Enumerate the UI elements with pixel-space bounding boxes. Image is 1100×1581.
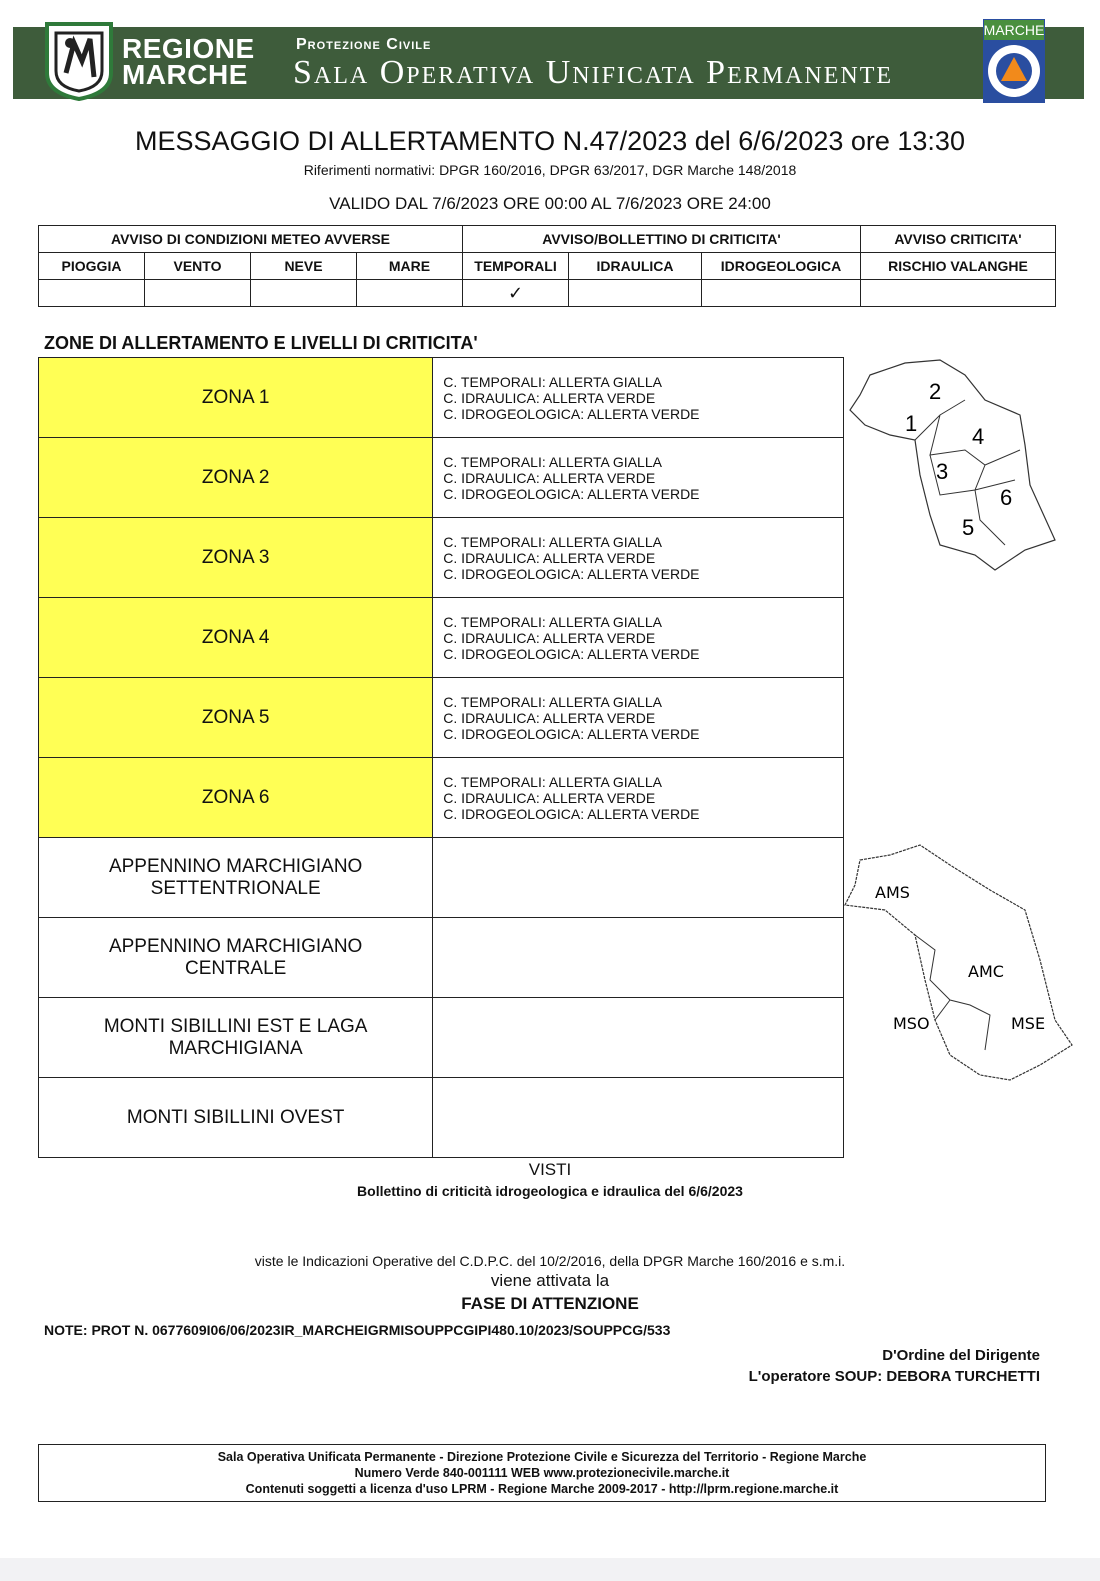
zone-levels (433, 358, 844, 438)
zone-level-idrogeologica: C. IDROGEOLOGICA: ALLERTA VERDE (443, 805, 700, 822)
zone-level-temporali: C. TEMPORALI: ALLERTA GIALLA (443, 453, 662, 470)
sala-operativa-title: Sala Operativa Unificata Permanente (293, 54, 894, 91)
zone-level-temporali: C. TEMPORALI: ALLERTA GIALLA (443, 533, 662, 550)
zone-level-temporali: C. TEMPORALI: ALLERTA GIALLA (443, 773, 662, 790)
indicazioni-operative: viste le Indicazioni Operative del C.D.P.C. del 10/2/2016, della DPGR Marche 160/2016 e s.m.i. (254, 1253, 846, 1269)
mountain-zone-name (39, 1078, 433, 1158)
bottom-strip (0, 1558, 1100, 1581)
normative-references: Riferimenti normativi: DPGR 160/2016, DPGR 63/2017, DGR Marche 148/2018 (303, 162, 797, 178)
visti-label: VISTI (528, 1160, 572, 1179)
mountain-row (39, 838, 844, 918)
mountain-zone-name (39, 838, 433, 918)
map-label-4: 4 (972, 424, 985, 449)
zone-level-idraulica: C. IDRAULICA: ALLERTA VERDE (443, 709, 656, 726)
map-label-amc: AMC (968, 962, 1004, 981)
mountain-levels (433, 838, 844, 918)
zone-name: ZONA 3 (39, 518, 433, 598)
zone-level-temporali: C. TEMPORALI: ALLERTA GIALLA (443, 613, 662, 630)
col-idrogeologica: IDROGEOLOGICA (702, 253, 861, 280)
mountain-name-line1: APPENNINO MARCHIGIANO (108, 855, 363, 877)
mountain-levels (433, 998, 844, 1078)
mountain-name-line2: MARCHIGIANA (168, 1037, 303, 1059)
zone-level-idrogeologica: C. IDROGEOLOGICA: ALLERTA VERDE (443, 405, 700, 422)
map-label-5: 5 (962, 515, 975, 540)
badge-label: MARCHE (983, 22, 1045, 38)
protezione-civile-label: Protezione Civile (296, 36, 432, 53)
mountain-levels (433, 918, 844, 998)
map-label-mse: MSE (1011, 1014, 1046, 1033)
avvisi-table (38, 225, 1056, 307)
message-title: MESSAGGIO DI ALLERTAMENTO N.47/2023 del 6/6/2023 ore 13:30 (135, 126, 965, 156)
col-vento: VENTO (145, 253, 251, 280)
check-temporali-checkmark-icon: ✓ (463, 280, 569, 307)
group-meteo-header: AVVISO DI CONDIZIONI METEO AVVERSE (39, 226, 463, 253)
zone-level-idrogeologica: C. IDROGEOLOGICA: ALLERTA VERDE (443, 485, 700, 502)
zone-name: ZONA 2 (39, 438, 433, 518)
map-label-6: 6 (1000, 485, 1013, 510)
zone-level-idrogeologica: C. IDROGEOLOGICA: ALLERTA VERDE (443, 645, 700, 662)
map-label-ams: AMS (875, 883, 910, 902)
operatore-soup: L'operatore SOUP: DEBORA TURCHETTI (748, 1368, 1040, 1385)
footer-line1: Sala Operativa Unificata Permanente - Direzione Protezione Civile e Sicurezza del Territorio - Regione Marche (217, 1450, 867, 1464)
regione-line2: MARCHE (122, 59, 248, 90)
col-pioggia: PIOGGIA (39, 253, 145, 280)
protocol-note: NOTE: PROT N. 0677609I06/06/2023IR_MARCHEIGRMISOUPPCGIPI480.10/2023/SOUPPCG/533 (44, 1322, 671, 1338)
zone-level-idrogeologica: C. IDROGEOLOGICA: ALLERTA VERDE (443, 725, 700, 742)
regione-marche-logo (44, 21, 114, 101)
col-neve: NEVE (251, 253, 357, 280)
signature-block (749, 1345, 1040, 1387)
zone-level-temporali: C. TEMPORALI: ALLERTA GIALLA (443, 373, 662, 390)
check-rischio-valanghe (861, 280, 1056, 307)
zone-name: ZONA 6 (39, 758, 433, 838)
regione-line1: REGIONE (122, 33, 255, 64)
zone-level-idraulica: C. IDRAULICA: ALLERTA VERDE (443, 789, 656, 806)
zone-level-idrogeologica: C. IDROGEOLOGICA: ALLERTA VERDE (443, 565, 700, 582)
mountain-name-line1: APPENNINO MARCHIGIANO (108, 935, 363, 957)
zone-level-temporali: C. TEMPORALI: ALLERTA GIALLA (443, 693, 662, 710)
zone-row (39, 438, 844, 518)
map-label-1: 1 (905, 411, 918, 436)
mountain-name-line2: SETTENTRIONALE (150, 877, 321, 899)
group-criticita-header: AVVISO/BOLLETTINO DI CRITICITA' (463, 226, 861, 253)
mountain-zone-name (39, 918, 433, 998)
zones-section-title: ZONE DI ALLERTAMENTO E LIVELLI DI CRITICITA' (44, 333, 478, 353)
zone-row (39, 518, 844, 598)
zone-levels (433, 678, 844, 758)
group-valanghe-header: AVVISO CRITICITA' (861, 226, 1056, 253)
fase-attenzione: FASE DI ATTENZIONE (461, 1294, 639, 1313)
col-idraulica: IDRAULICA (569, 253, 702, 280)
map-label-2: 2 (929, 379, 942, 404)
map-label-3: 3 (936, 459, 949, 484)
zone-levels (433, 438, 844, 518)
zones-table (38, 357, 844, 1158)
zone-level-idraulica: C. IDRAULICA: ALLERTA VERDE (443, 469, 656, 486)
col-mare: MARE (357, 253, 463, 280)
check-mare (357, 280, 463, 307)
zone-row (39, 358, 844, 438)
zone-levels (433, 598, 844, 678)
regione-marche-title (122, 33, 255, 90)
footer-line2: Numero Verde 840-001111 WEB www.protezionecivile.marche.it (354, 1466, 730, 1480)
protezione-civile-badge (983, 19, 1045, 103)
check-idraulica (569, 280, 702, 307)
mountain-zones-map (840, 840, 1080, 1090)
mountain-name-line2: CENTRALE (184, 957, 287, 979)
mountain-name-line1: MONTI SIBILLINI OVEST (126, 1106, 345, 1128)
footer-box (38, 1444, 1046, 1502)
mountain-name-line1: MONTI SIBILLINI EST E LAGA (103, 1015, 368, 1037)
check-neve (251, 280, 357, 307)
zone-row (39, 758, 844, 838)
zone-row (39, 678, 844, 758)
mountain-zone-name (39, 998, 433, 1078)
zone-level-idraulica: C. IDRAULICA: ALLERTA VERDE (443, 389, 656, 406)
zone-name: ZONA 4 (39, 598, 433, 678)
ordine-dirigente: D'Ordine del Dirigente (882, 1347, 1040, 1364)
zone-levels (433, 758, 844, 838)
zone-level-idraulica: C. IDRAULICA: ALLERTA VERDE (443, 629, 656, 646)
zone-level-idraulica: C. IDRAULICA: ALLERTA VERDE (443, 549, 656, 566)
viene-attivata-label: viene attivata la (490, 1271, 610, 1290)
zone-levels (433, 518, 844, 598)
mountain-row (39, 1078, 844, 1158)
alert-zones-map (845, 355, 1065, 585)
validity-period: VALIDO DAL 7/6/2023 ORE 00:00 AL 7/6/2023 ORE 24:00 (329, 194, 771, 213)
zone-name: ZONA 1 (39, 358, 433, 438)
bollettino-reference: Bollettino di criticità idrogeologica e idraulica del 6/6/2023 (357, 1183, 743, 1199)
col-rischio-valanghe: RISCHIO VALANGHE (861, 253, 1056, 280)
check-idrogeologica (702, 280, 861, 307)
col-temporali: TEMPORALI (463, 253, 569, 280)
zone-row (39, 598, 844, 678)
footer-line3: Contenuti soggetti a licenza d'uso LPRM - Regione Marche 2009-2017 - http://lprm.regione.marche.it (245, 1482, 839, 1496)
map-label-mso: MSO (893, 1014, 930, 1033)
mountain-row (39, 998, 844, 1078)
zone-name: ZONA 5 (39, 678, 433, 758)
check-vento (145, 280, 251, 307)
mountain-row (39, 918, 844, 998)
mountain-levels (433, 1078, 844, 1158)
check-pioggia (39, 280, 145, 307)
